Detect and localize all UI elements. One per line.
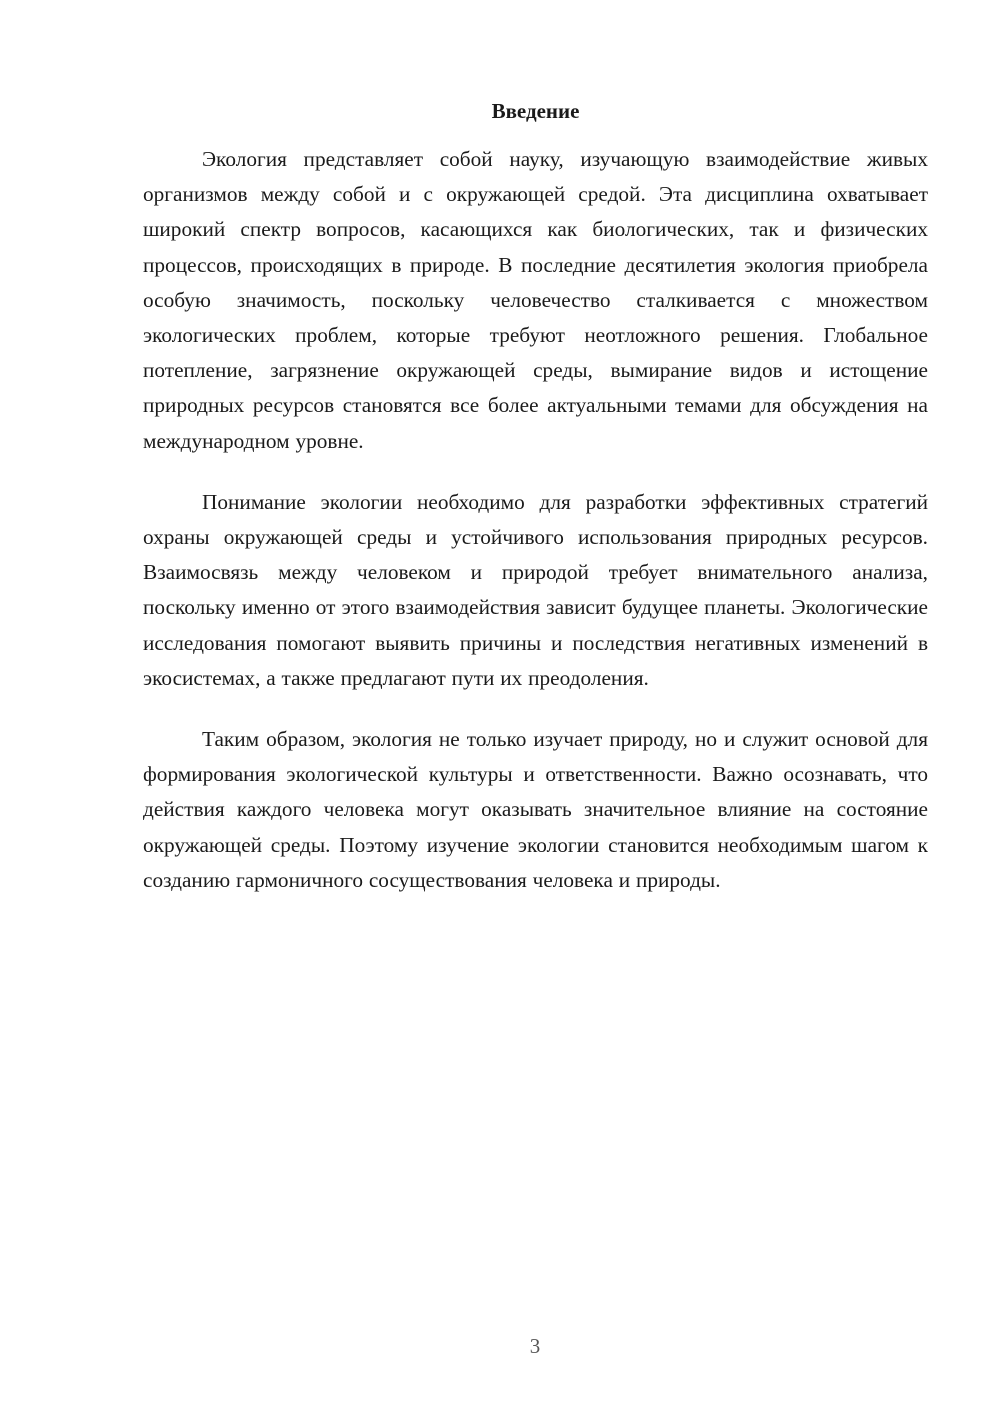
section-heading: Введение — [491, 99, 580, 123]
page-number: 3 — [529, 1334, 541, 1358]
paragraph-1: Экология представляет собой науку, изучающую взаимодействие живых организмов между собой и с окружающей средой. Эта дисциплина охватывает широкий спектр вопросов, касающихся как биологических, так и физических процессов, происходящих в природе. В последние десятилетия экология приобрела особую значимость, поскольку человечество сталкивается с множеством экологических проблем, которые требуют неотложного решения. Глобальное потепление, загрязнение окружающей среды, вымирание видов и истощение природных ресурсов становятся все более актуальными темами для обсуждения на международном уровне. — [143, 147, 928, 453]
paragraph-2: Понимание экологии необходимо для разработки эффективных стратегий охраны окружающей среды и устойчивого использования природных ресурсов. Взаимосвязь между человеком и природой требует внимательного анализа, поскольку именно от этого взаимодействия зависит будущее планеты. Экологические исследования помогают выявить причины и последствия негативных изменений в экосистемах, а также предлагают пути их преодоления. — [143, 489, 928, 690]
paragraph-3: Таким образом, экология не только изучает природу, но и служит основой для формирования экологической культуры и ответственности. Важно осознавать, что действия каждого человека могут оказывать значительное влияние на состояние окружающей среды. Поэтому изучение экологии становится необходимым шагом к созданию гармоничного сосуществования человека и природы. — [143, 727, 928, 892]
body-text — [143, 142, 928, 924]
